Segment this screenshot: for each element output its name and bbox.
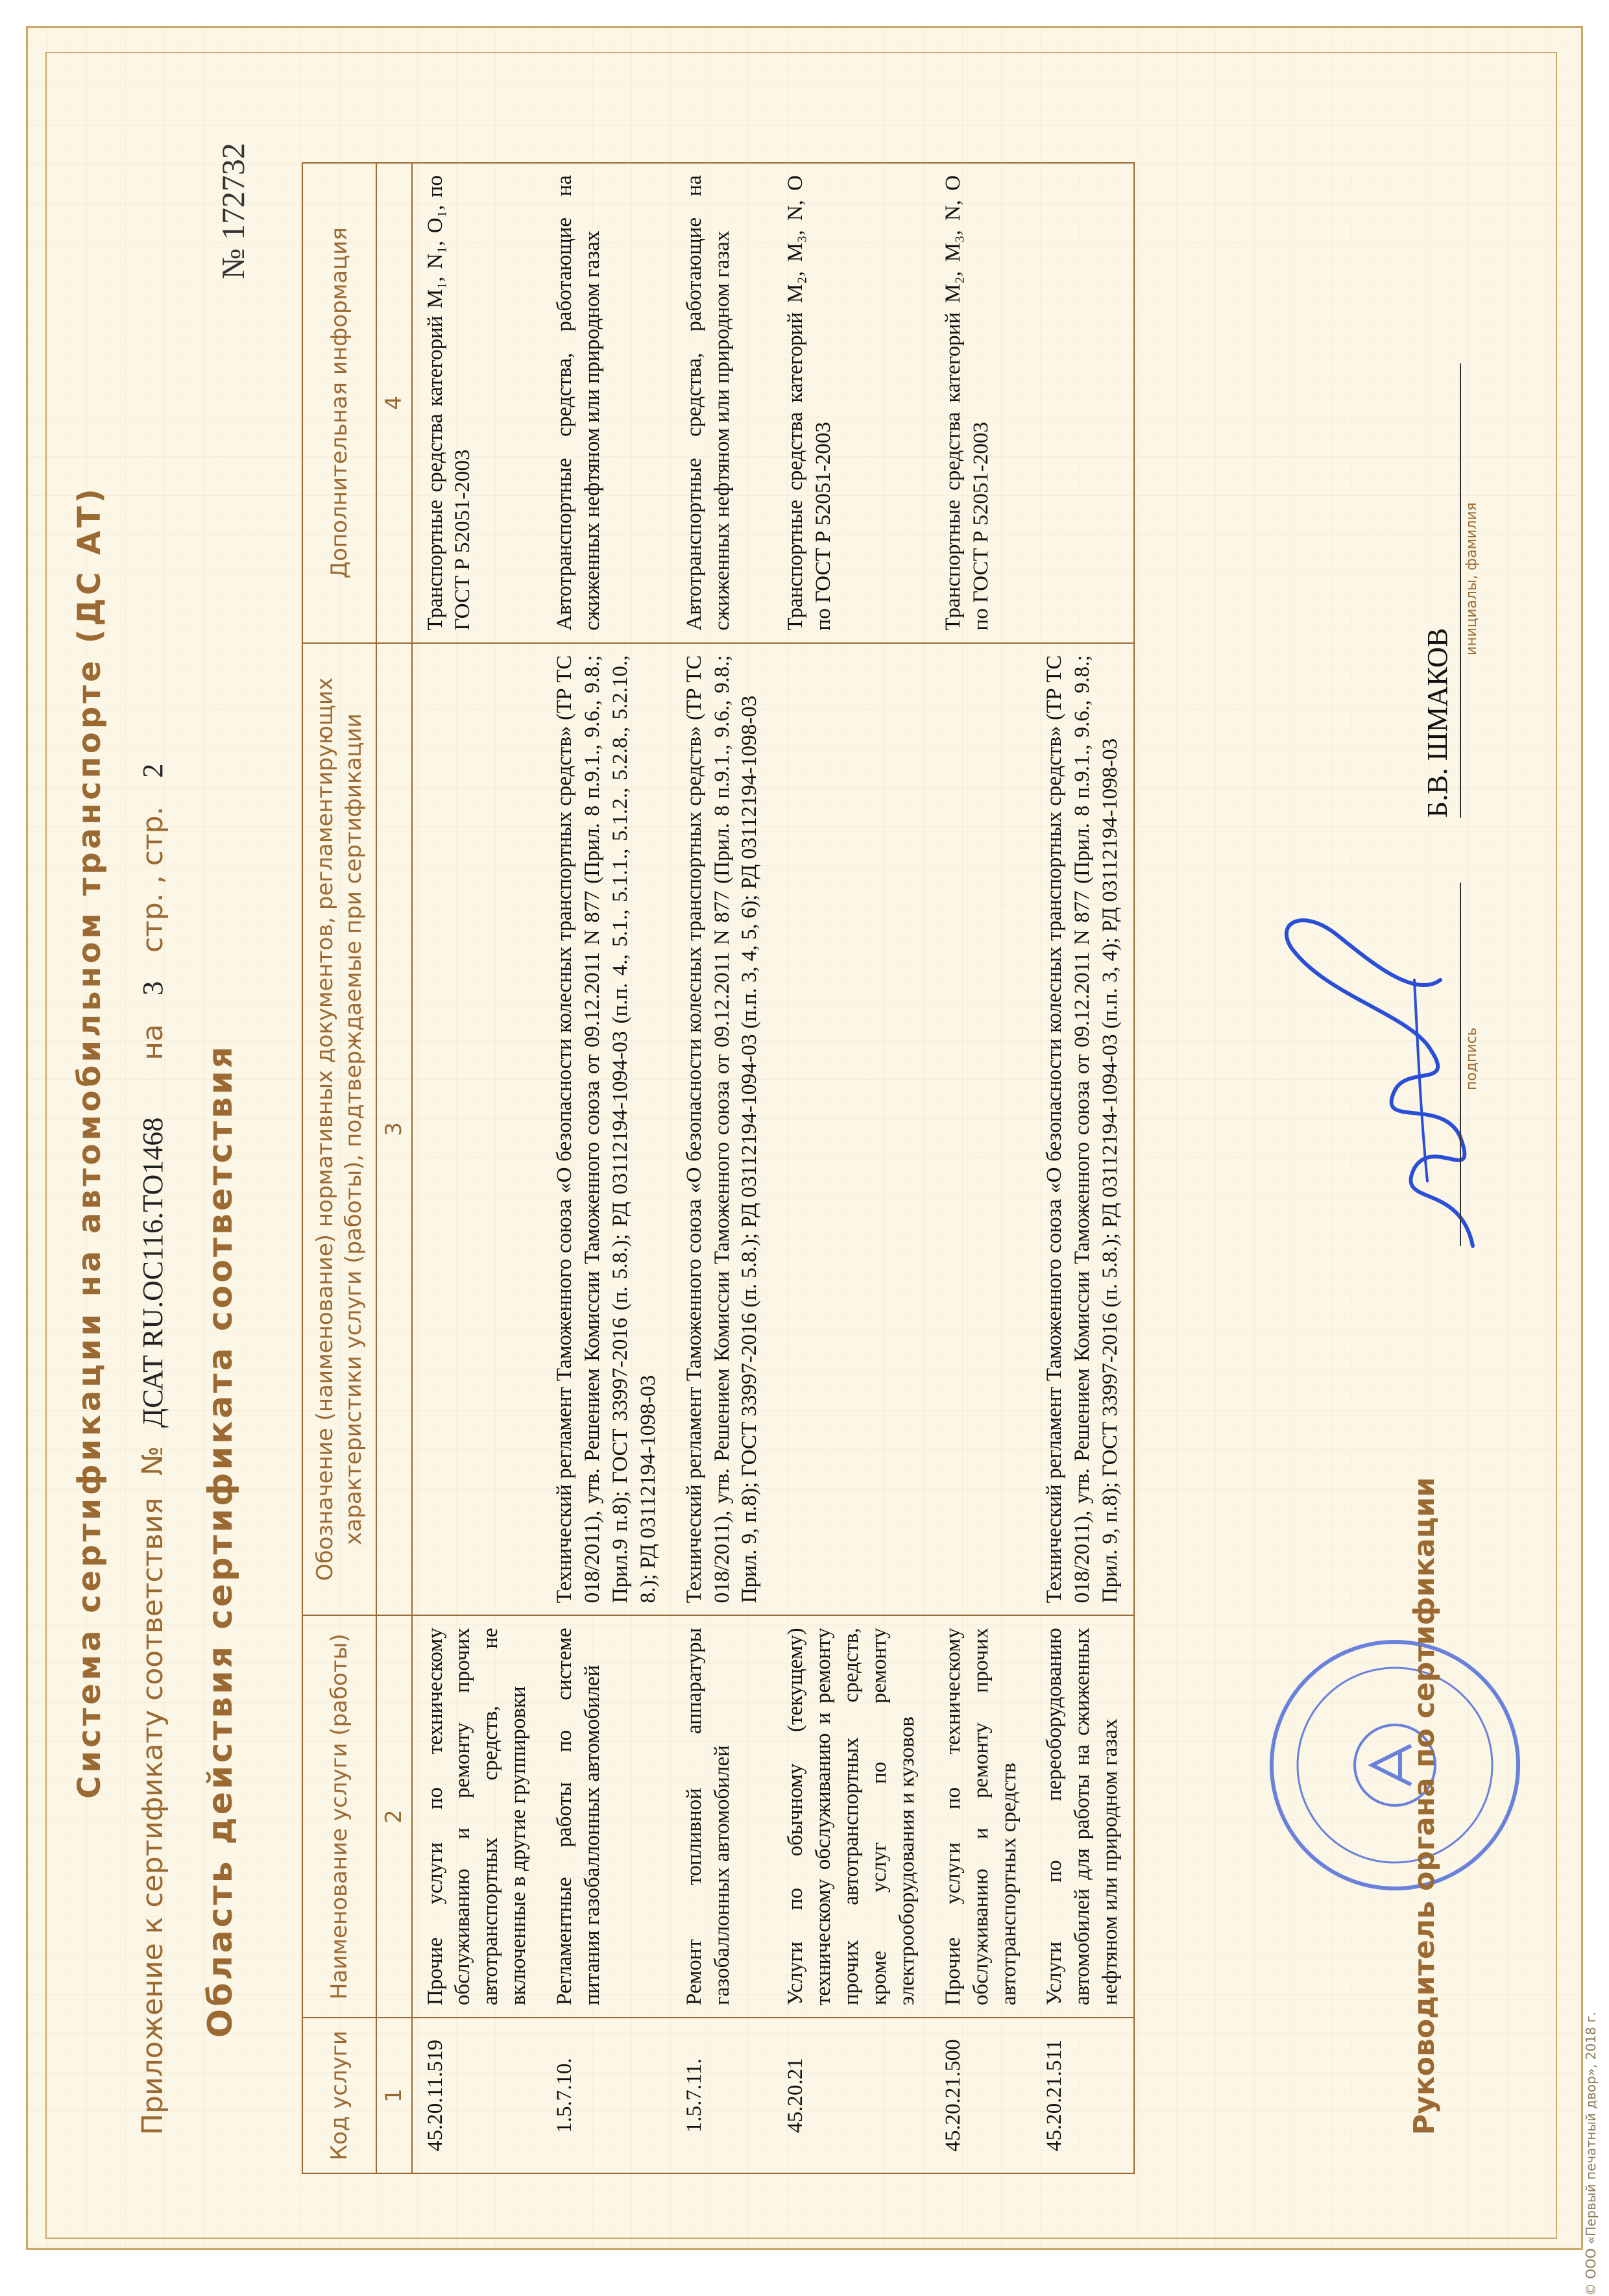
service-name: Ремонт топливной аппаратуры газобаллонных автомобилей <box>671 1615 773 2018</box>
name-label: инициалы, фамилия <box>1464 502 1480 655</box>
number-sign: № <box>136 1445 169 1476</box>
header-docs: Обозначение (наименование) нормативных документов, регламентирующих характеристики услуги (работы), подтверждаемые при сертификации <box>302 643 376 1616</box>
service-code: 45.20.21.511 <box>1032 2018 1134 2173</box>
col-number: 1 <box>376 2018 411 2173</box>
service-name: Прочие услуги по техническому обслуживанию и ремонту прочих автотранспортных средств, не включенные в другие группировки <box>412 1615 542 2018</box>
header-info: Дополнительная информация <box>302 163 376 643</box>
table-row <box>1032 163 1134 2173</box>
service-docs: Технический регламент Таможенного союза «О безопасности колесных транспортных средств» (ТР ТС 018/2011), утв. Решением Комиссии Таможенного союза от 09.12.2011 N 877 (Прил. 8 п.9.1., 9.6., 9.8.; Прил. 9, п.8); ГОСТ 33997-2016 (п. 5.8.); РД 03112194-1094-03 (п.п. 3, 4, 5, 6); РД 03112194-1098-03 <box>671 643 773 1616</box>
col-number: 4 <box>376 163 411 643</box>
service-info: Транспортные средства категорий M₂, M₃, N, O по ГОСТ Р 52051-2003 <box>773 163 930 643</box>
service-docs: Технический регламент Таможенного союза «О безопасности колесных транспортных средств» (ТР ТС 018/2011), утв. Решением Комиссии Таможенного союза от 09.12.2011 N 877 (Прил. 8 п.9.1., 9.6., 9.8.; Прил.9 п.8); ГОСТ 33997-2016 (п. 5.8.); РД 03112194-1094-03 (п.п. 4., 5.1., 5.1.1., 5.1.2., 5.2.8., 5.2.10., 8.); РД 03112194-1098-03 <box>542 643 671 1616</box>
service-code: 45.20.11.519 <box>412 2018 542 2173</box>
appendix-line <box>136 744 169 2135</box>
service-info: Автотранспортные средства, работающие на сжиженных нефтяном или природном газах <box>542 163 671 643</box>
service-info: Автотранспортные средства, работающие на сжиженных нефтяном или природном газах <box>671 163 773 643</box>
table-row <box>671 163 773 2173</box>
table-row <box>773 163 930 2173</box>
appendix-label: Приложение к сертификату соответствия <box>136 1497 169 2135</box>
table-row <box>930 163 1032 2173</box>
on-label: на <box>136 1024 169 1060</box>
service-docs <box>412 643 542 1616</box>
service-docs: Технический регламент Таможенного союза «О безопасности колесных транспортных средств» (ТР ТС 018/2011), утв. Решением Комиссии Таможенного союза от 09.12.2011 N 877 (Прил. 8 п.9.1., 9.6., 9.8.; Прил. 9, п.8); ГОСТ 33997-2016 (п. 5.8.); РД 03112194-1094-03 (п.п. 3, 4); РД 03112194-1098-03 <box>1032 643 1134 1616</box>
table-row <box>542 163 671 2173</box>
service-name: Регламентные работы по системе питания газобаллонных автомобилей <box>542 1615 671 2018</box>
certificate-number: ДСАТ RU.ОС116.ТО1468 <box>137 1117 169 1428</box>
official-stamp <box>1265 1635 1525 1895</box>
service-name: Услуги по обычному (текущему) техническому обслуживанию и ремонту прочих автотранспортных средств, кроме услуг по ремонту электрооборудования и кузовов <box>773 1615 930 2018</box>
signatory-name: Б.В. ШМАКОВ <box>1421 628 1453 818</box>
service-code: 45.20.21 <box>773 2018 930 2173</box>
table-row <box>412 163 542 2173</box>
system-title: Система сертификации на автомобильном транспорте (ДС АТ) <box>71 485 108 1799</box>
scope-table <box>302 162 1135 2174</box>
service-code: 1.5.7.11. <box>671 2018 773 2173</box>
page-number: 2 <box>137 763 169 778</box>
header-name: Наименование услуги (работы) <box>302 1615 376 2018</box>
service-docs <box>773 643 930 1616</box>
table-header-row <box>302 163 376 2173</box>
service-code: 1.5.7.10. <box>542 2018 671 2173</box>
landscape-content <box>45 52 1557 2232</box>
pages-label: стр. , стр. <box>136 806 169 953</box>
total-pages: 3 <box>137 981 169 996</box>
col-number: 3 <box>376 643 411 1616</box>
name-line <box>1460 363 1461 818</box>
column-number-row <box>376 163 411 2173</box>
service-docs <box>930 643 1032 1616</box>
scope-title: Область действия сертификата соответствия <box>201 1044 240 2038</box>
service-info: Транспортные средства категорий M₁, N₁, O₁, по ГОСТ Р 52051-2003 <box>412 163 542 643</box>
service-info: Транспортные средства категорий M₂, M₃, N, O по ГОСТ Р 52051-2003 <box>930 163 1032 643</box>
signature-label: подпись <box>1464 1027 1480 1090</box>
service-info <box>1032 163 1134 643</box>
service-name: Услуги по переоборудованию автомобилей для работы на сжиженных нефтяном или природном газах <box>1032 1615 1134 2018</box>
header-code: Код услуги <box>302 2018 376 2173</box>
head-of-body-label: Руководитель органа по сертификации <box>1408 1477 1441 2135</box>
printer-imprint: © ООО «Первый печатный двор», 2018 г. <box>1583 2012 1599 2296</box>
col-number: 2 <box>376 1615 411 2018</box>
signature-line <box>1460 883 1461 1246</box>
service-code: 45.20.21.500 <box>930 2018 1032 2173</box>
form-number: № 172732 <box>215 143 251 280</box>
service-name: Прочие услуги по техническому обслуживанию и ремонту прочих автотранспортных средств <box>930 1615 1032 2018</box>
